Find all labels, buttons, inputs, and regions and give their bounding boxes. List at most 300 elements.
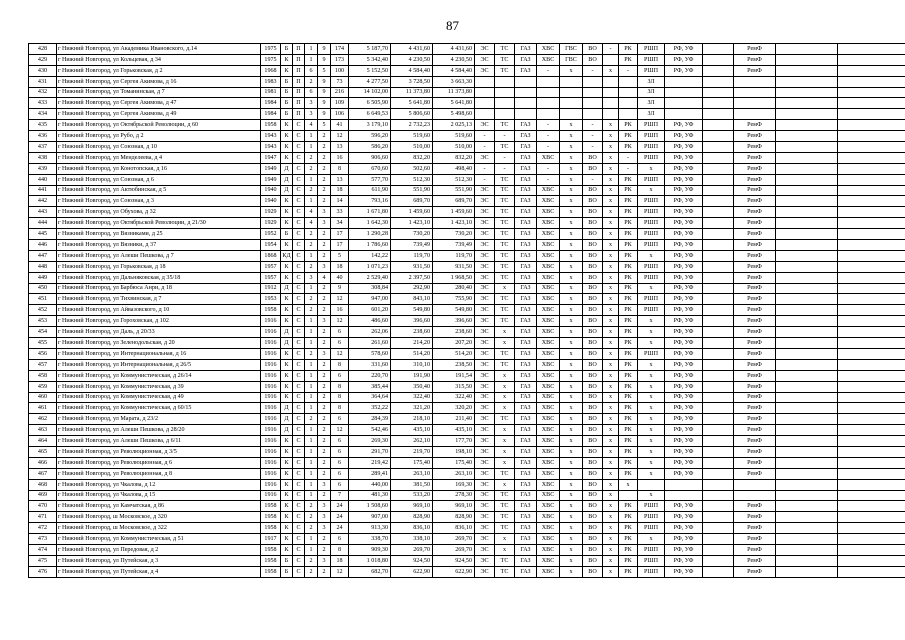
cell-hot-water: х	[560, 457, 583, 468]
cell-stairwell-type: ЗЛ	[638, 98, 665, 109]
cell-note-2	[838, 152, 905, 163]
cell-living-area: 828,90	[391, 512, 433, 523]
cell-address: г Нижний Новгород, ул Интернациональная, д 16	[57, 348, 261, 359]
cell-row-number: 465	[29, 446, 57, 457]
cell-facade-type: РФ, УФ	[665, 381, 703, 392]
cell-year-built: 1949	[261, 174, 281, 185]
cell-sewerage: ВО	[583, 392, 603, 403]
cell-sewerage: -	[583, 174, 603, 185]
cell-sewerage: ВО	[583, 327, 603, 338]
cell-extra-mark: х	[603, 468, 619, 479]
cell-stairwell-type: РШП	[638, 261, 665, 272]
cell-roof-type: РК	[619, 381, 638, 392]
cell-row-number: 434	[29, 109, 57, 120]
cell-gas: ГАЗ	[515, 142, 537, 153]
cell-extra-mark	[603, 109, 619, 120]
cell-construction-type: С	[293, 468, 305, 479]
cell-facade-type: РФ, УФ	[665, 446, 703, 457]
cell-note-2	[838, 348, 905, 359]
cell-floors: 2	[318, 403, 331, 414]
cell-facade-type: РФ, УФ	[665, 544, 703, 555]
cell-extra-mark: х	[603, 327, 619, 338]
cell-repair-fund	[734, 109, 776, 120]
cell-total-area: 913,30	[349, 523, 391, 534]
cell-repair-fund: РемФ	[734, 555, 776, 566]
cell-facade-type: РФ, УФ	[665, 359, 703, 370]
cell-electricity: ЭС	[475, 272, 495, 283]
cell-heating: х	[495, 446, 515, 457]
cell-construction-type: С	[293, 120, 305, 131]
cell-note-2	[838, 185, 905, 196]
cell-stairwell-type: РШП	[638, 272, 665, 283]
cell-living-area: 269,70	[391, 544, 433, 555]
cell-wall-material: К	[281, 316, 293, 327]
cell-total-area: 542,46	[349, 425, 391, 436]
cell-facade-type: РФ, УФ	[665, 566, 703, 577]
cell-extra-mark: х	[603, 207, 619, 218]
cell-row-number: 438	[29, 152, 57, 163]
cell-entrances: 1	[305, 490, 318, 501]
cell-living-area: 310,10	[391, 359, 433, 370]
cell-living-area: 1 423,10	[391, 218, 433, 229]
cell-year-built: 1958	[261, 120, 281, 131]
cell-row-number: 444	[29, 218, 57, 229]
cell-address: г Нижний Новгород, ул Томанинская, д 7	[57, 87, 261, 98]
cell-apartments: 24	[331, 523, 349, 534]
cell-apartments: 8	[331, 392, 349, 403]
cell-facade-type: РФ, УФ	[665, 425, 703, 436]
cell-address: г Нижний Новгород, ул Рубо, д 2	[57, 131, 261, 142]
cell-hot-water: х	[560, 468, 583, 479]
table-row	[29, 327, 905, 338]
cell-row-number: 471	[29, 512, 57, 523]
cell-sewerage: ВО	[583, 381, 603, 392]
cell-cold-water: -	[537, 142, 560, 153]
cell-living-area: 3 728,50	[391, 76, 433, 87]
cell-note-2	[838, 131, 905, 142]
cell-hot-water: х	[560, 414, 583, 425]
cell-floors: 2	[318, 370, 331, 381]
cell-apartments: 13	[331, 174, 349, 185]
cell-repair-fund: РемФ	[734, 261, 776, 272]
cell-extra-mark	[603, 76, 619, 87]
cell-gas: ГАЗ	[515, 348, 537, 359]
cell-floors: 2	[318, 468, 331, 479]
cell-stairwell-type: РШП	[638, 240, 665, 251]
cell-stairwell-type: х	[638, 163, 665, 174]
cell-extra-mark: х	[603, 490, 619, 501]
cell-residential-area: 263,10	[433, 468, 475, 479]
cell-hot-water: х	[560, 359, 583, 370]
table-row	[29, 566, 905, 577]
cell-construction-type: П	[293, 44, 305, 55]
cell-floors: 2	[318, 131, 331, 142]
cell-cold-water: ХВС	[537, 370, 560, 381]
cell-living-area: 322,40	[391, 392, 433, 403]
cell-total-area: 269,30	[349, 436, 391, 447]
cell-hot-water: х	[560, 65, 583, 76]
cell-construction-type: С	[293, 359, 305, 370]
cell-cold-water: ХВС	[537, 566, 560, 577]
cell-electricity: ЭС	[475, 152, 495, 163]
cell-row-number: 454	[29, 327, 57, 338]
table-row	[29, 196, 905, 207]
cell-electricity: ЭС	[475, 359, 495, 370]
cell-extra-col	[703, 207, 734, 218]
cell-extra-mark: х	[603, 152, 619, 163]
cell-row-number: 441	[29, 185, 57, 196]
cell-entrances: 1	[305, 446, 318, 457]
cell-floors: 4	[318, 272, 331, 283]
cell-facade-type: РФ, УФ	[665, 120, 703, 131]
cell-row-number: 439	[29, 163, 57, 174]
cell-living-area: 191,90	[391, 370, 433, 381]
cell-roof-type: х	[619, 479, 638, 490]
cell-electricity: ЭС	[475, 120, 495, 131]
cell-repair-fund: РемФ	[734, 218, 776, 229]
cell-year-built: 1983	[261, 76, 281, 87]
cell-extra-col	[703, 229, 734, 240]
cell-extra-mark: х	[603, 283, 619, 294]
cell-hot-water	[560, 98, 583, 109]
cell-total-area: 5 152,50	[349, 65, 391, 76]
cell-roof-type: -	[619, 152, 638, 163]
cell-row-number: 440	[29, 174, 57, 185]
cell-gas: ГАЗ	[515, 566, 537, 577]
cell-repair-fund: РемФ	[734, 142, 776, 153]
cell-extra-col	[703, 436, 734, 447]
cell-repair-fund: РемФ	[734, 229, 776, 240]
cell-residential-area: 512,30	[433, 174, 475, 185]
cell-note-1	[776, 425, 838, 436]
cell-roof-type: РК	[619, 501, 638, 512]
cell-entrances: 1	[305, 250, 318, 261]
cell-repair-fund: РемФ	[734, 250, 776, 261]
cell-extra-col	[703, 54, 734, 65]
cell-cold-water: ХВС	[537, 436, 560, 447]
cell-stairwell-type: ЗЛ	[638, 109, 665, 120]
cell-extra-mark: х	[603, 250, 619, 261]
cell-row-number: 475	[29, 555, 57, 566]
cell-living-area: 381,50	[391, 479, 433, 490]
cell-apartments: 33	[331, 207, 349, 218]
cell-total-area: 909,30	[349, 544, 391, 555]
cell-residential-area: 238,50	[433, 359, 475, 370]
cell-residential-area: 4 230,50	[433, 54, 475, 65]
cell-hot-water: х	[560, 294, 583, 305]
cell-electricity	[475, 87, 495, 98]
cell-roof-type: РК	[619, 196, 638, 207]
cell-address: г Нижний Новгород, ул Передовая, д 2	[57, 544, 261, 555]
cell-hot-water: х	[560, 261, 583, 272]
cell-residential-area: 3 663,30	[433, 76, 475, 87]
cell-hot-water: х	[560, 327, 583, 338]
cell-sewerage: ВО	[583, 501, 603, 512]
cell-sewerage: ВО	[583, 152, 603, 163]
cell-floors: 9	[318, 98, 331, 109]
cell-residential-area: 832,20	[433, 152, 475, 163]
cell-apartments: 14	[331, 196, 349, 207]
cell-total-area: 1 642,30	[349, 218, 391, 229]
cell-electricity: ЭС	[475, 261, 495, 272]
cell-living-area: 4 431,60	[391, 44, 433, 55]
cell-stairwell-type: РШП	[638, 555, 665, 566]
cell-wall-material: К	[281, 152, 293, 163]
cell-year-built: 1929	[261, 218, 281, 229]
cell-address: г Нижний Новгород, ул Сергея Акимова, д 49	[57, 109, 261, 120]
cell-cold-water: ХВС	[537, 381, 560, 392]
table-row	[29, 392, 905, 403]
table-row	[29, 348, 905, 359]
cell-construction-type: С	[293, 261, 305, 272]
cell-repair-fund: РемФ	[734, 436, 776, 447]
cell-residential-area: 119,70	[433, 250, 475, 261]
cell-row-number: 446	[29, 240, 57, 251]
cell-sewerage	[583, 76, 603, 87]
cell-extra-mark: х	[603, 446, 619, 457]
cell-address: г Нижний Новгород, ул Революционная, д 8	[57, 468, 261, 479]
cell-floors: 2	[318, 446, 331, 457]
cell-floors: 3	[318, 512, 331, 523]
cell-extra-col	[703, 534, 734, 545]
cell-roof-type: РК	[619, 468, 638, 479]
cell-living-area: 533,20	[391, 490, 433, 501]
cell-hot-water: х	[560, 523, 583, 534]
cell-year-built: 1916	[261, 381, 281, 392]
cell-note-2	[838, 370, 905, 381]
cell-entrances: 2	[305, 501, 318, 512]
cell-repair-fund: РемФ	[734, 392, 776, 403]
cell-sewerage: ВО	[583, 566, 603, 577]
cell-gas: ГАЗ	[515, 240, 537, 251]
cell-hot-water: х	[560, 283, 583, 294]
cell-construction-type: С	[293, 152, 305, 163]
cell-address: г Нижний Новгород, ул Барбюса Анри, д 18	[57, 283, 261, 294]
cell-facade-type	[665, 98, 703, 109]
cell-roof-type: РК	[619, 316, 638, 327]
cell-residential-area: 924,50	[433, 555, 475, 566]
cell-apartments: 12	[331, 294, 349, 305]
cell-total-area: 291,70	[349, 446, 391, 457]
cell-sewerage: ВО	[583, 414, 603, 425]
cell-apartments: 13	[331, 142, 349, 153]
cell-wall-material: Б	[281, 566, 293, 577]
cell-note-2	[838, 381, 905, 392]
cell-year-built: 1916	[261, 457, 281, 468]
cell-electricity: ЭС	[475, 65, 495, 76]
cell-total-area: 1 508,60	[349, 501, 391, 512]
cell-repair-fund: РемФ	[734, 305, 776, 316]
cell-address: г Нижний Новгород, ул Революционная, д 6	[57, 457, 261, 468]
cell-floors: 2	[318, 544, 331, 555]
cell-wall-material: К	[281, 261, 293, 272]
cell-living-area: 931,50	[391, 261, 433, 272]
cell-row-number: 463	[29, 425, 57, 436]
cell-heating: ТС	[495, 512, 515, 523]
cell-wall-material: К	[281, 523, 293, 534]
cell-residential-area: 519,60	[433, 131, 475, 142]
cell-year-built: 1916	[261, 446, 281, 457]
cell-note-1	[776, 468, 838, 479]
cell-heating: х	[495, 338, 515, 349]
cell-cold-water	[537, 87, 560, 98]
cell-extra-col	[703, 446, 734, 457]
cell-repair-fund: РемФ	[734, 348, 776, 359]
cell-facade-type: РФ, УФ	[665, 348, 703, 359]
cell-extra-mark: х	[603, 555, 619, 566]
cell-floors: 2	[318, 534, 331, 545]
cell-construction-type: С	[293, 163, 305, 174]
cell-gas: ГАЗ	[515, 544, 537, 555]
cell-gas: ГАЗ	[515, 54, 537, 65]
cell-address: г Нижний Новгород, ул Зеленодольская, д 20	[57, 338, 261, 349]
cell-electricity: ЭС	[475, 316, 495, 327]
cell-stairwell-type: РШП	[638, 142, 665, 153]
cell-floors: 2	[318, 152, 331, 163]
cell-year-built: 1958	[261, 512, 281, 523]
cell-repair-fund: РемФ	[734, 316, 776, 327]
cell-year-built: 1981	[261, 87, 281, 98]
cell-construction-type: С	[293, 283, 305, 294]
cell-entrances: 6	[305, 87, 318, 98]
cell-gas: ГАЗ	[515, 305, 537, 316]
cell-facade-type: РФ, УФ	[665, 534, 703, 545]
cell-apartments: 7	[331, 490, 349, 501]
cell-row-number: 442	[29, 196, 57, 207]
cell-total-area: 261,60	[349, 338, 391, 349]
cell-address: г Нижний Новгород, ул Менделеева, д 4	[57, 152, 261, 163]
cell-sewerage: ВО	[583, 555, 603, 566]
cell-apartments: 8	[331, 544, 349, 555]
cell-cold-water: ХВС	[537, 294, 560, 305]
cell-repair-fund: РемФ	[734, 207, 776, 218]
cell-floors: 2	[318, 338, 331, 349]
cell-electricity: ЭС	[475, 534, 495, 545]
cell-apartments: 6	[331, 457, 349, 468]
cell-wall-material: К	[281, 479, 293, 490]
cell-note-2	[838, 566, 905, 577]
cell-total-area: 331,60	[349, 359, 391, 370]
cell-address: г Нижний Новгород, ул Кольцевая, д 34	[57, 54, 261, 65]
cell-year-built: 1984	[261, 98, 281, 109]
cell-residential-area: 278,30	[433, 490, 475, 501]
cell-wall-material: Д	[281, 185, 293, 196]
cell-total-area: 14 102,00	[349, 87, 391, 98]
cell-cold-water: ХВС	[537, 283, 560, 294]
cell-roof-type: РК	[619, 218, 638, 229]
cell-note-1	[776, 229, 838, 240]
cell-extra-col	[703, 76, 734, 87]
cell-note-1	[776, 381, 838, 392]
cell-residential-area: 5 498,60	[433, 109, 475, 120]
cell-gas: ГАЗ	[515, 370, 537, 381]
cell-entrances: 2	[305, 348, 318, 359]
cell-extra-mark: х	[603, 381, 619, 392]
cell-wall-material: Б	[281, 44, 293, 55]
cell-year-built: 1975	[261, 44, 281, 55]
cell-construction-type: С	[293, 327, 305, 338]
cell-address: г Нижний Новгород, ул Вязниками, д 25	[57, 229, 261, 240]
cell-extra-col	[703, 555, 734, 566]
cell-address: г Нижний Новгород, ул Алеши Пешкова, д 7	[57, 250, 261, 261]
cell-wall-material: К	[281, 348, 293, 359]
cell-wall-material: К	[281, 218, 293, 229]
cell-note-1	[776, 283, 838, 294]
cell-extra-mark: х	[603, 544, 619, 555]
cell-residential-area: 1 459,60	[433, 207, 475, 218]
table-row	[29, 544, 905, 555]
cell-hot-water: х	[560, 240, 583, 251]
cell-repair-fund: РемФ	[734, 425, 776, 436]
cell-address: г Нижний Новгород, ул Путейская, д 3	[57, 555, 261, 566]
cell-stairwell-type: х	[638, 457, 665, 468]
cell-stairwell-type: РШП	[638, 544, 665, 555]
cell-heating: ТС	[495, 490, 515, 501]
cell-address: г Нижний Новгород, ул Интернациональная, д 26/5	[57, 359, 261, 370]
cell-heating: х	[495, 403, 515, 414]
cell-residential-area: 238,60	[433, 327, 475, 338]
table-row	[29, 512, 905, 523]
cell-cold-water: ХВС	[537, 240, 560, 251]
cell-wall-material: К	[281, 436, 293, 447]
cell-total-area: 1 018,80	[349, 555, 391, 566]
cell-row-number: 470	[29, 501, 57, 512]
cell-year-built: 1916	[261, 425, 281, 436]
cell-wall-material: К	[281, 370, 293, 381]
cell-cold-water: ХВС	[537, 327, 560, 338]
cell-hot-water: х	[560, 142, 583, 153]
cell-repair-fund: РемФ	[734, 534, 776, 545]
cell-year-built: 1916	[261, 370, 281, 381]
cell-gas: ГАЗ	[515, 479, 537, 490]
cell-stairwell-type: РШП	[638, 207, 665, 218]
cell-heating: х	[495, 534, 515, 545]
cell-note-1	[776, 446, 838, 457]
table-row	[29, 468, 905, 479]
cell-extra-col	[703, 348, 734, 359]
cell-note-1	[776, 403, 838, 414]
cell-floors: 2	[318, 392, 331, 403]
cell-roof-type: РК	[619, 425, 638, 436]
cell-construction-type: С	[293, 207, 305, 218]
cell-stairwell-type: РШП	[638, 229, 665, 240]
cell-floors: 9	[318, 109, 331, 120]
cell-cold-water: ХВС	[537, 414, 560, 425]
cell-cold-water: -	[537, 131, 560, 142]
cell-sewerage	[583, 109, 603, 120]
cell-extra-mark: х	[603, 359, 619, 370]
cell-electricity	[475, 98, 495, 109]
cell-roof-type: РК	[619, 240, 638, 251]
cell-entrances: 2	[305, 294, 318, 305]
cell-roof-type: РК	[619, 272, 638, 283]
cell-year-built: 1940	[261, 196, 281, 207]
cell-note-2	[838, 414, 905, 425]
cell-row-number: 464	[29, 436, 57, 447]
cell-extra-col	[703, 120, 734, 131]
cell-facade-type: РФ, УФ	[665, 338, 703, 349]
table-row	[29, 142, 905, 153]
cell-floors: 9	[318, 44, 331, 55]
cell-electricity: ЭС	[475, 185, 495, 196]
cell-heating	[495, 109, 515, 120]
cell-living-area: 218,10	[391, 414, 433, 425]
table-row	[29, 490, 905, 501]
cell-cold-water: ХВС	[537, 555, 560, 566]
cell-note-1	[776, 338, 838, 349]
housing-register-table	[28, 43, 905, 578]
cell-note-2	[838, 338, 905, 349]
